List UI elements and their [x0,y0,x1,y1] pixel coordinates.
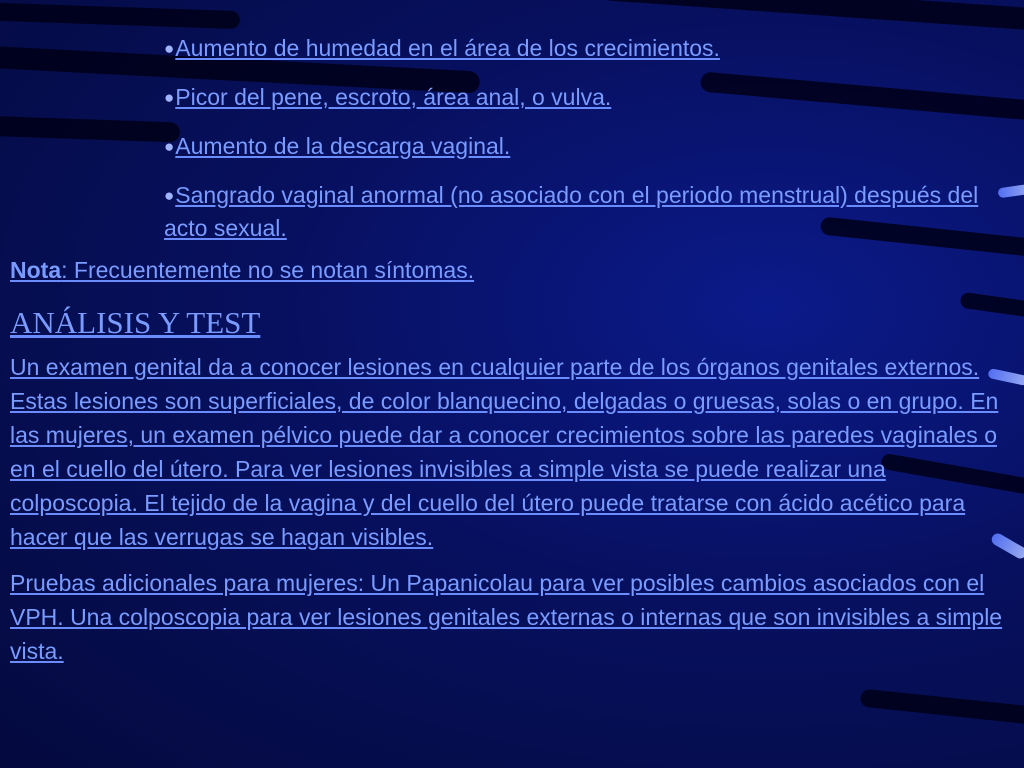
note-text[interactable]: : Frecuentemente no se notan síntomas. [61,257,475,283]
paragraph [10,566,1010,668]
bullet-icon: ● [164,88,175,107]
list-item [164,81,1010,114]
list-item [164,179,1010,244]
bullet-text[interactable]: Picor del pene, escroto, área anal, o vulva. [175,84,612,110]
section-title[interactable]: ANÁLISIS Y TEST [10,305,261,340]
slide-content [10,32,1010,680]
paragraph [10,350,1010,554]
background-streak [0,1,240,29]
symptom-list [164,32,1010,244]
note [10,254,1010,286]
background-streak [860,689,1024,730]
note-label[interactable]: Nota [10,257,62,283]
list-item [164,32,1010,65]
paragraph-text[interactable]: Pruebas adicionales para mujeres: Un Papanicolau para ver posibles cambios asociados con el VPH. Una colposcopia para ver lesiones genitales externas o internas que son invisibles a simple vista. [10,570,1003,664]
bullet-icon: ● [164,186,175,205]
bullet-icon: ● [164,39,175,58]
bullet-icon: ● [164,137,175,156]
bullet-text[interactable]: Sangrado vaginal anormal (no asociado con el periodo menstrual) después del acto sexual. [164,182,979,241]
paragraph-text[interactable]: Un examen genital da a conocer lesiones en cualquier parte de los órganos genitales externos. Estas lesiones son superficiales, de color blanquecino, delgadas o gruesas, solas o en grupo. En las mujeres, un examen pélvico puede dar a conocer crecimientos sobre las paredes vaginales o en el cuello del útero. Para ver lesiones invisibles a simple vista se puede realizar una colposcopia. El tejido de la vagina y del cuello del útero puede tratarse con ácido acético para hacer que las verrugas se hagan visibles. [10,354,999,550]
background-streak [600,0,1024,32]
bullet-text[interactable]: Aumento de humedad en el área de los crecimientos. [175,35,720,61]
bullet-text[interactable]: Aumento de la descarga vaginal. [175,133,511,159]
list-item [164,130,1010,163]
